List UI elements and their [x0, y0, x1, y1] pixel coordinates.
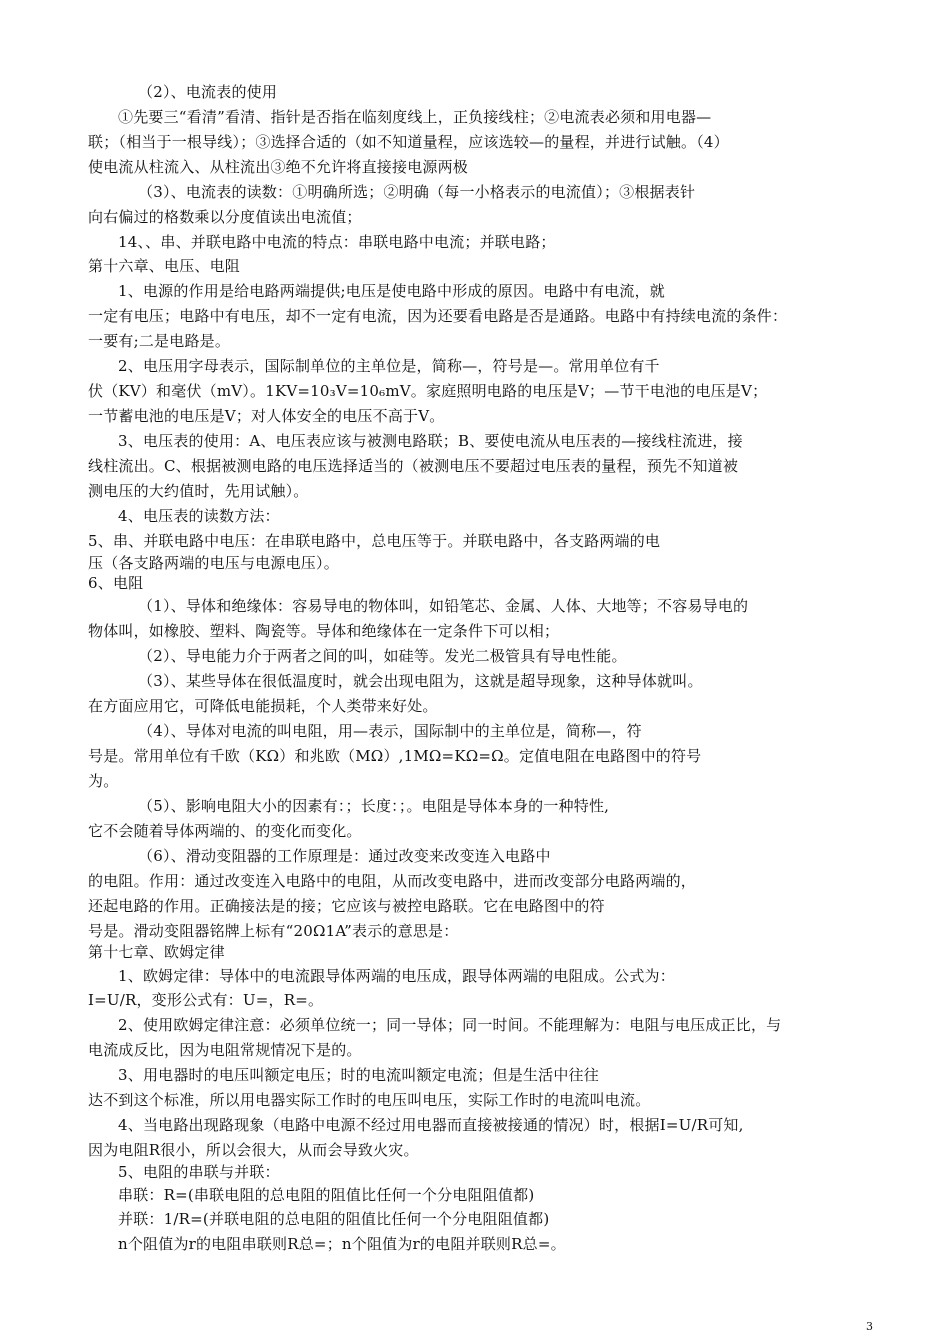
text-line: 使电流从柱流入、从柱流出③绝不允许将直接接电源两极: [88, 158, 469, 176]
text-line: 向右偏过的格数乘以分度值读出电流值；: [88, 208, 362, 226]
section-heading: 6、电阻: [88, 574, 144, 592]
text-line: 4、当电路出现路现象（电路中电源不经过用电器而直接被接通的情况）时，根据I=U/R可知,: [118, 1116, 744, 1134]
text-line: 3、用电器时的电压叫额定电压；时的电流叫额定电流；但是生活中往往: [118, 1066, 599, 1084]
text-line: 14、、串、并联电路中电流的特点：串联电路中电流；并联电路；: [118, 233, 556, 251]
text-line: 物体叫，如橡胶、塑料、陶瓷等。导体和绝缘体在一定条件下可以相；: [88, 622, 560, 640]
text-line: （3）、某些导体在很低温度时，就会出现电阻为，这就是超导现象，这种导体就叫。: [138, 672, 703, 690]
page-number: 3: [866, 1320, 873, 1333]
text-line: 为。: [88, 772, 119, 790]
text-line: 号是。滑动变阻器铭牌上标有“20Ω1A”表示的意思是：: [88, 922, 459, 940]
text-line: ①先要三“看清”看清、指针是否指在临刻度线上，正负接线柱；②电流表必须和用电器—: [118, 108, 712, 126]
text-line: （4）、导体对电流的叫电阻，用—表示，国际制中的主单位是，简称—，符: [138, 722, 642, 740]
text-line: 5、串、并联电路中电压：在串联电路中，总电压等于。并联电路中，各支路两端的电: [88, 532, 661, 550]
text-line: 并联：1/R=(并联电阻的总电阻的阻值比任何一个分电阻阻值都): [118, 1210, 550, 1228]
text-line: 还起电路的作用。正确接法是的接；它应该与被控电路联。它在电路图中的符: [88, 897, 605, 915]
text-line: 线柱流出。C、根据被测电路的电压选择适当的（被测电压不要超过电压表的量程，预先不知道被: [88, 457, 739, 475]
text-line: 联；（相当于一根导线）；③选择合适的（如不知道量程，应该选较—的量程，并进行试触。（4）: [88, 133, 729, 151]
text-line: 一要有;二是电路是。: [88, 332, 231, 350]
text-line: 串联：R=(串联电阻的总电阻的阻值比任何一个分电阻阻值都): [118, 1186, 535, 1204]
text-line: （6）、滑动变阻器的工作原理是：通过改变来改变连入电路中: [138, 847, 551, 865]
text-line: （1）、导体和绝缘体：容易导电的物体叫，如铅笔芯、金属、人体、大地等；不容易导电的: [138, 597, 749, 615]
text-line: 4、电压表的读数方法：: [118, 507, 280, 525]
text-line: 3、电压表的使用：A、电压表应该与被测电路联；B、要使电流从电压表的—接线柱流进，接: [118, 432, 743, 450]
text-line: 压（各支路两端的电压与电源电压）。: [88, 554, 339, 572]
text-line: 一定有电压；电路中有电压，却不一定有电流，因为还要看电路是否是通路。电路中有持续电流的条件：: [88, 307, 788, 325]
text-line: 伏（KV）和毫伏（mV）。1KV=10₃V=10₆mV。家庭照明电路的电压是V；—节干电池的电压是V；: [88, 382, 768, 400]
text-line: 因为电阻R很小，所以会很大，从而会导致火灾。: [88, 1141, 419, 1159]
text-line: 号是。常用单位有千欧（KΩ）和兆欧（MΩ）,1MΩ=KΩ=Ω。定值电阻在电路图中的符号: [88, 747, 702, 765]
chapter-heading: 第十七章、欧姆定律: [88, 943, 225, 961]
text-line: 一节蓄电池的电压是V；对人体安全的电压不高于V。: [88, 407, 445, 425]
text-line: （2）、电流表的使用: [138, 83, 278, 101]
text-line: n个阻值为r的电阻串联则R总=；n个阻值为r的电阻并联则R总=。: [118, 1235, 566, 1253]
text-line: 2、电压用字母表示，国际制单位的主单位是，简称—，符号是—。常用单位有千: [118, 357, 660, 375]
text-line: 1、电源的作用是给电路两端提供;电压是使电路中形成的原因。电路中有电流，就: [118, 282, 666, 300]
chapter-heading: 第十六章、电压、电阻: [88, 257, 241, 275]
text-line: 1、欧姆定律：导体中的电流跟导体两端的电压成，跟导体两端的电阻成。公式为：: [118, 967, 675, 985]
text-line: 在方面应用它，可降低电能损耗，个人类带来好处。: [88, 697, 438, 715]
text-line: （5）、影响电阻大小的因素有：；长度：；。电阻是导体本身的一种特性,: [138, 797, 610, 815]
text-line: 达不到这个标准，所以用电器实际工作时的电压叫电压，实际工作时的电流叫电流。: [88, 1091, 651, 1109]
text-line: 它不会随着导体两端的、的变化而变化。: [88, 822, 362, 840]
text-line: （2）、导电能力介于两者之间的叫，如硅等。发光二极管具有导电性能。: [138, 647, 627, 665]
text-line: 的电阻。作用：通过改变连入电路中的电阻，从而改变电路中，进而改变部分电路两端的，: [88, 872, 697, 890]
text-line: 电流成反比，因为电阻常规情况下是的。: [88, 1041, 362, 1059]
text-line: 测电压的大约值时，先用试触）。: [88, 482, 309, 500]
text-line: 5、电阻的串联与并联：: [118, 1163, 280, 1181]
text-line: （3）、电流表的读数：①明确所选；②明确（每一小格表示的电流值）；③根据表针: [138, 183, 696, 201]
text-line: 2、使用欧姆定律注意：必须单位统一；同一导体；同一时间。不能理解为：电阻与电压成正比，与: [118, 1016, 782, 1034]
text-line: I=U/R，变形公式有：U=，R=。: [88, 991, 324, 1009]
